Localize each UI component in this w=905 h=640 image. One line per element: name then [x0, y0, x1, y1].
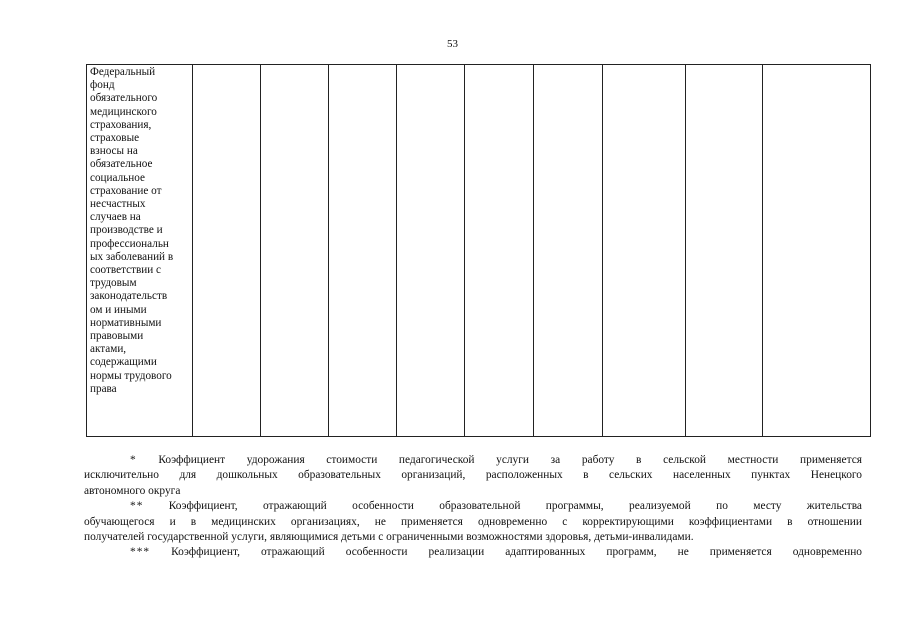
footnote-line	[84, 499, 862, 514]
footnote-text: Коэффициент удорожания стоимости педагогической услуги за работу в сельской местности применяется	[158, 454, 862, 466]
footnote-line: автономного округа	[84, 484, 181, 497]
footnote-line: исключительно для дошкольных образовательных организаций, расположенных в сельских населенных пунктах Ненецкого	[84, 469, 862, 482]
table-cell	[763, 65, 871, 437]
footnote-marker: **	[130, 500, 144, 513]
table-cell	[534, 65, 603, 437]
table-cell	[329, 65, 397, 437]
footnote-text: Коэффициент, отражающий особенности реализации адаптированных программ, не применяется одновременно	[171, 546, 862, 559]
footnote-2	[84, 499, 862, 545]
row-label-cell: Федеральный фонд обязательного медицинского страхования, страховые взносы на обязательное социальное страхование от несчастных случаев на производстве и профессиональн ых заболеваний в соответствии с трудовым законодательств ом и иными нормативными правовыми актами, содержащими нормы трудового права	[87, 65, 193, 437]
table-cell	[261, 65, 329, 437]
footnote-marker: ***	[130, 546, 151, 559]
footnote-line: получателей государственной услуги, являющимися детьми с ограниченными возможностями здоровья, детьми-инвалидами.	[84, 531, 694, 544]
budget-table	[86, 64, 871, 437]
table-row	[87, 65, 871, 437]
table-cell	[397, 65, 465, 437]
footnote-line	[84, 453, 862, 468]
footnote-3	[84, 545, 862, 560]
footnote-text: Коэффициент, отражающий особенности образовательной программы, реализуемой по месту жительства	[168, 500, 862, 513]
footnote-line	[84, 545, 862, 560]
footnote-line: обучающегося и в медицинских организациях, не применяется одновременно с корректирующими коэффициентами в отношении	[84, 515, 862, 528]
footnote-marker: *	[130, 454, 137, 466]
table-cell	[603, 65, 686, 437]
table-cell	[686, 65, 763, 437]
page-number: 53	[447, 38, 458, 50]
table-cell	[193, 65, 261, 437]
footnote-1	[84, 453, 862, 499]
footnotes	[84, 453, 862, 561]
table-cell	[465, 65, 534, 437]
